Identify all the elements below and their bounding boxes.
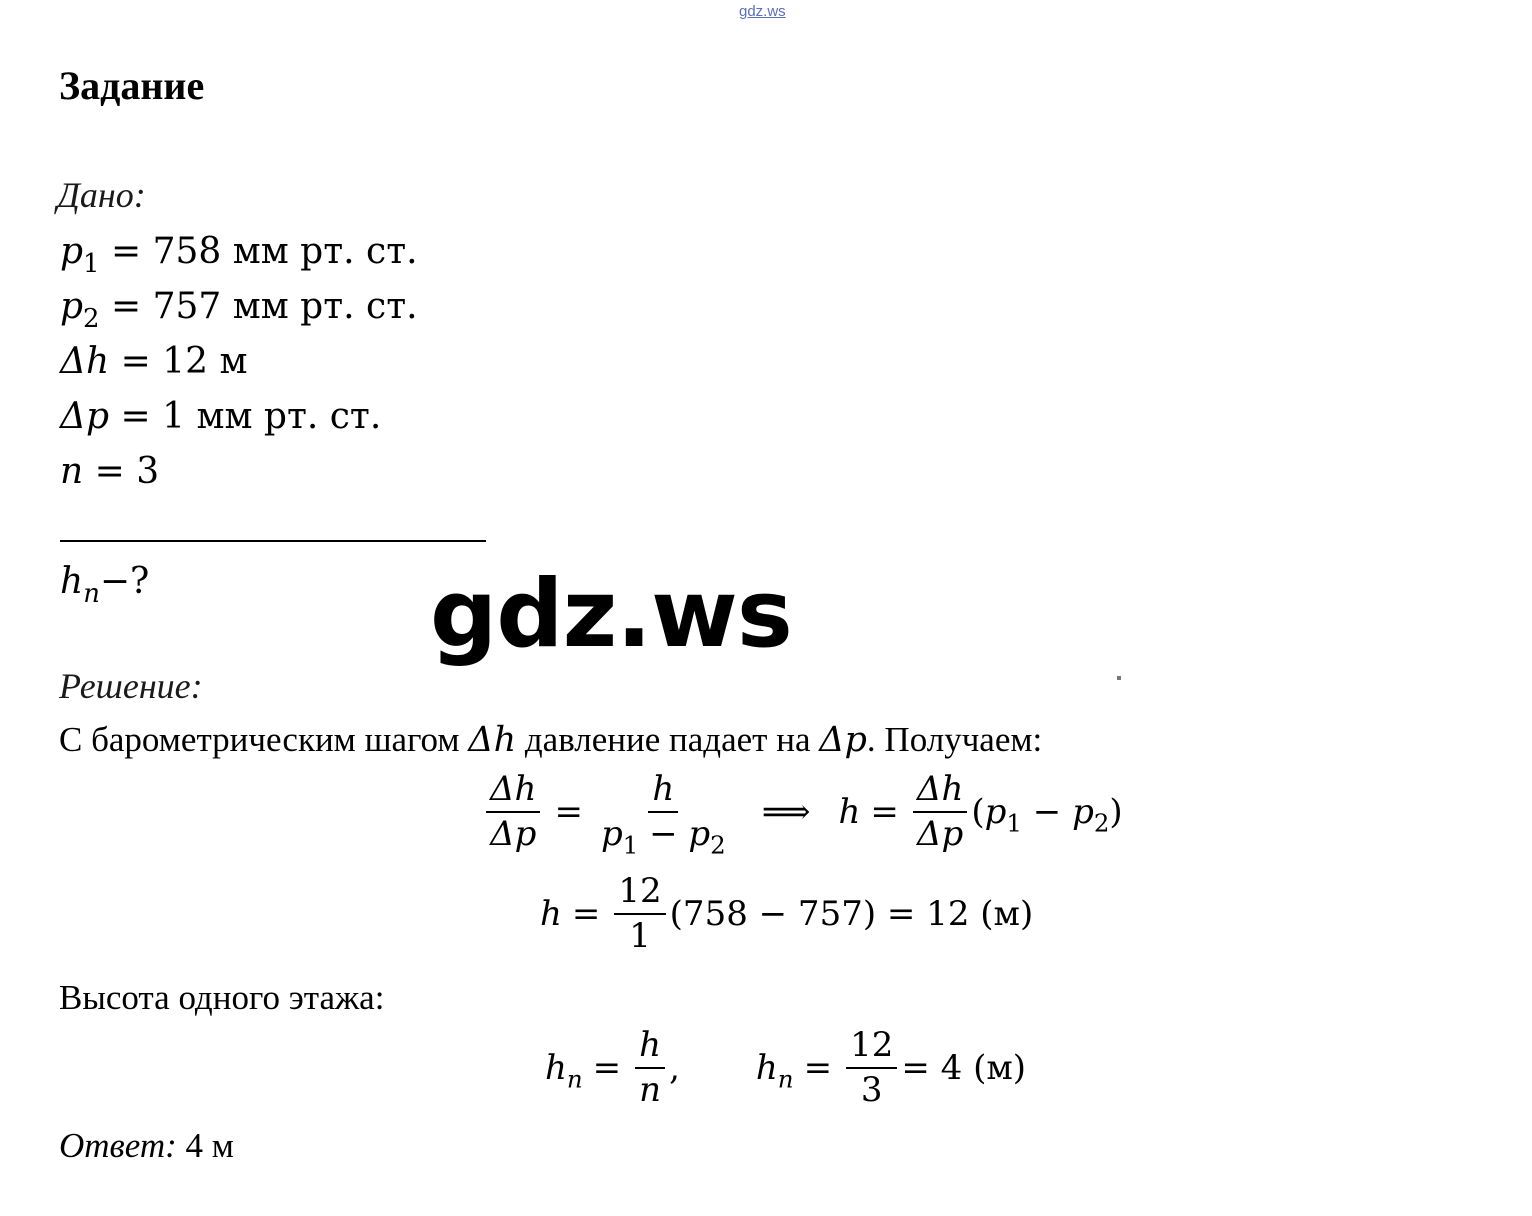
lhs-h: h bbox=[540, 894, 562, 935]
lhs-hn bbox=[545, 1048, 583, 1094]
equals-sign: = bbox=[571, 894, 601, 935]
fraction-dh-dp bbox=[486, 770, 540, 854]
hn-var: h bbox=[545, 1048, 567, 1089]
fraction-dh-dp-2 bbox=[913, 770, 967, 854]
given-value: = 758 мм рт. ст. bbox=[99, 231, 418, 272]
fraction-h-dp12 bbox=[597, 769, 730, 860]
given-var: p bbox=[60, 231, 84, 272]
paren-open: ( bbox=[971, 792, 985, 833]
given-line-dh bbox=[60, 340, 248, 382]
intro-text-a: С барометрическим шагом bbox=[59, 720, 469, 759]
fraction-numerator: h bbox=[635, 1026, 665, 1069]
answer-label: Ответ: bbox=[59, 1126, 177, 1165]
implies-arrow: ⟹ bbox=[761, 792, 811, 833]
den-sub-b: 2 bbox=[710, 830, 726, 860]
tail-sub-a: 1 bbox=[1006, 808, 1022, 838]
equals-sign: = bbox=[870, 792, 899, 833]
lhs-h: h bbox=[838, 792, 861, 833]
site-link[interactable]: gdz.ws bbox=[739, 3, 786, 20]
comma: , bbox=[669, 1048, 680, 1089]
given-line-p2 bbox=[60, 285, 418, 335]
fraction-denominator: n bbox=[639, 1070, 662, 1111]
intro-text-c: . Получаем: bbox=[866, 720, 1043, 759]
given-value: = 757 мм рт. ст. bbox=[99, 286, 418, 327]
pressure-difference bbox=[971, 792, 1123, 838]
fraction-denominator: 3 bbox=[860, 1070, 883, 1111]
tail-sub-b: 2 bbox=[1093, 808, 1110, 838]
answer-line bbox=[59, 1126, 234, 1166]
equals-sign: = bbox=[803, 1048, 833, 1089]
den-sub-a: 1 bbox=[622, 830, 639, 860]
given-value: = 12 м bbox=[109, 341, 248, 382]
equation-proportion bbox=[482, 769, 1123, 860]
find-line bbox=[60, 560, 150, 610]
given-var: n bbox=[60, 451, 84, 492]
fraction-h-n bbox=[635, 1026, 665, 1110]
given-label: Дано: bbox=[57, 175, 146, 215]
find-suffix: −? bbox=[99, 561, 150, 602]
solution-intro bbox=[59, 720, 1042, 760]
given-line-dp bbox=[60, 395, 381, 437]
given-var: Δh bbox=[60, 341, 110, 382]
fraction-denominator: Δp bbox=[490, 814, 537, 855]
tail-var-b: p bbox=[1072, 792, 1094, 833]
given-line-p1 bbox=[60, 230, 418, 280]
hn-var: h bbox=[755, 1048, 778, 1089]
given-var: Δp bbox=[60, 396, 110, 437]
equation-floor-height bbox=[545, 1026, 1026, 1110]
fraction-numerator: Δh bbox=[913, 770, 967, 813]
height-result: (758 − 757) = 12 (м) bbox=[669, 894, 1034, 935]
fraction-numerator: h bbox=[648, 770, 678, 813]
watermark-logo: gdz.ws bbox=[430, 560, 792, 669]
den-op: − bbox=[638, 814, 689, 855]
fraction-denominator: Δp bbox=[916, 814, 964, 855]
fraction-denominator: 1 bbox=[629, 916, 651, 957]
floor-height-result: = 4 (м) bbox=[901, 1048, 1027, 1089]
given-sub: 1 bbox=[83, 249, 100, 280]
scan-speck bbox=[1117, 676, 1121, 680]
find-sub: n bbox=[83, 579, 100, 610]
floor-label: Высота одного этажа: bbox=[59, 978, 385, 1017]
given-var: p bbox=[60, 286, 84, 327]
fraction-12-1 bbox=[614, 872, 665, 956]
tail-op: − bbox=[1021, 792, 1073, 833]
intro-dh: Δh bbox=[468, 720, 517, 760]
den-var-a: p bbox=[600, 814, 623, 855]
given-sub: 2 bbox=[83, 304, 100, 335]
intro-dp: Δp bbox=[819, 720, 867, 760]
hn-sub: n bbox=[566, 1064, 583, 1094]
hn-sub: n bbox=[777, 1064, 794, 1094]
fraction-12-3 bbox=[846, 1026, 897, 1110]
given-divider bbox=[60, 540, 486, 542]
fraction-numerator: Δh bbox=[486, 770, 540, 813]
den-var-b: p bbox=[688, 814, 711, 855]
fraction-denominator bbox=[597, 813, 730, 860]
task-title: Задание bbox=[59, 63, 205, 108]
find-var: h bbox=[60, 561, 84, 602]
paren-close: ) bbox=[1109, 792, 1123, 833]
equals-sign: = bbox=[554, 792, 583, 833]
equation-height bbox=[540, 872, 1033, 956]
lhs-hn bbox=[755, 1048, 794, 1094]
fraction-numerator: 12 bbox=[614, 872, 665, 915]
intro-text-b: давление падает на bbox=[516, 720, 820, 759]
tail-var-a: p bbox=[984, 792, 1007, 833]
answer-value: 4 м bbox=[176, 1126, 234, 1165]
given-value: = 3 bbox=[83, 451, 160, 492]
given-value: = 1 мм рт. ст. bbox=[109, 396, 382, 437]
fraction-numerator: 12 bbox=[846, 1026, 897, 1069]
given-line-n bbox=[60, 450, 159, 492]
equals-sign: = bbox=[592, 1048, 622, 1089]
solution-label: Решение: bbox=[59, 666, 203, 706]
